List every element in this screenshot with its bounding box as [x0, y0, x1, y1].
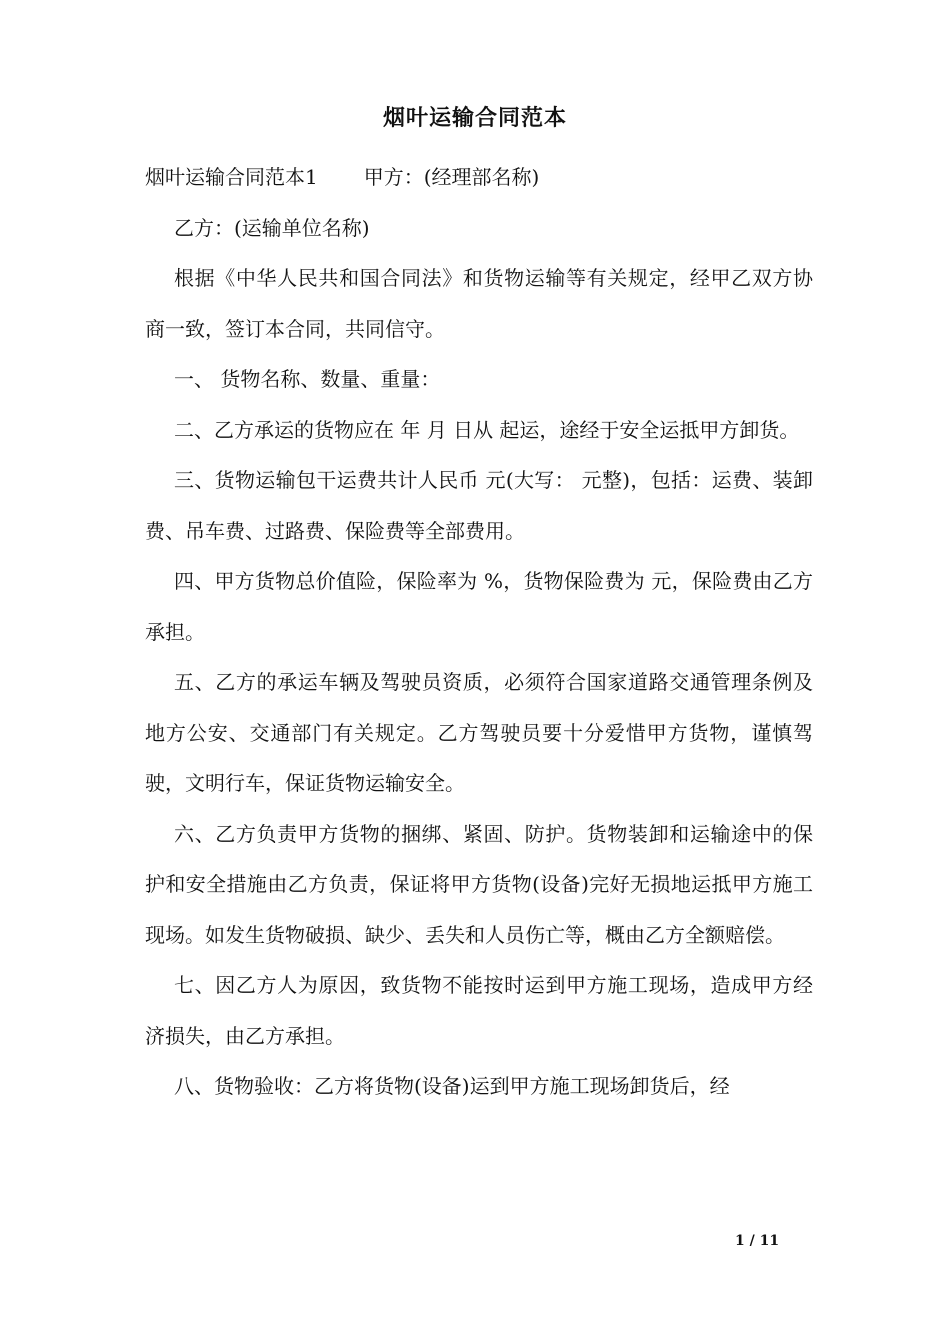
first-line: [145, 152, 813, 203]
paragraph: 八、货物验收：乙方将货物(设备)运到甲方施工现场卸货后，经: [174, 1074, 730, 1098]
paragraph: 六、乙方负责甲方货物的捆绑、紧固、防护。货物装卸和运输途中的保护和安全措施由乙方负责，保证将甲方货物(设备)完好无损地运抵甲方施工现场。如发生货物破损、缺少、丢失和人员伤亡等，概由乙方全额赔偿。: [145, 821, 813, 947]
page-number: 1 / 11: [735, 1233, 780, 1249]
paragraph: 三、货物运输包干运费共计人民币 元(大写： 元整)，包括：运费、装卸费、吊车费、过路费、保险费等全部费用。: [145, 468, 813, 543]
paragraph: 一、 货物名称、数量、重量：: [174, 367, 441, 391]
document-title: 烟叶运输合同范本: [382, 105, 567, 131]
paragraph: 根据《中华人民共和国合同法》和货物运输等有关规定，经甲乙双方协商一致，签订本合同，共同信守。: [145, 266, 813, 341]
paragraph: 乙方：(运输单位名称): [174, 215, 370, 240]
contract-label: 烟叶运输合同范本1: [145, 165, 318, 189]
paragraph: 七、因乙方人为原因，致货物不能按时运到甲方施工现场，造成甲方经济损失，由乙方承担。: [145, 973, 813, 1048]
document-body: [145, 152, 813, 1112]
paragraph: 四、甲方货物总价值险，保险率为 %，货物保险费为 元，保险费由乙方承担。: [145, 569, 813, 644]
party-a-label: 甲方：(经理部名称): [363, 165, 540, 189]
paragraph: 五、乙方的承运车辆及驾驶员资质，必须符合国家道路交通管理条例及地方公安、交通部门有关规定。乙方驾驶员要十分爱惜甲方货物，谨慎驾驶，文明行车，保证货物运输安全。: [145, 670, 813, 795]
paragraph: 二、乙方承运的货物应在 年 月 日从 起运，途经于安全运抵甲方卸货。: [174, 417, 800, 442]
